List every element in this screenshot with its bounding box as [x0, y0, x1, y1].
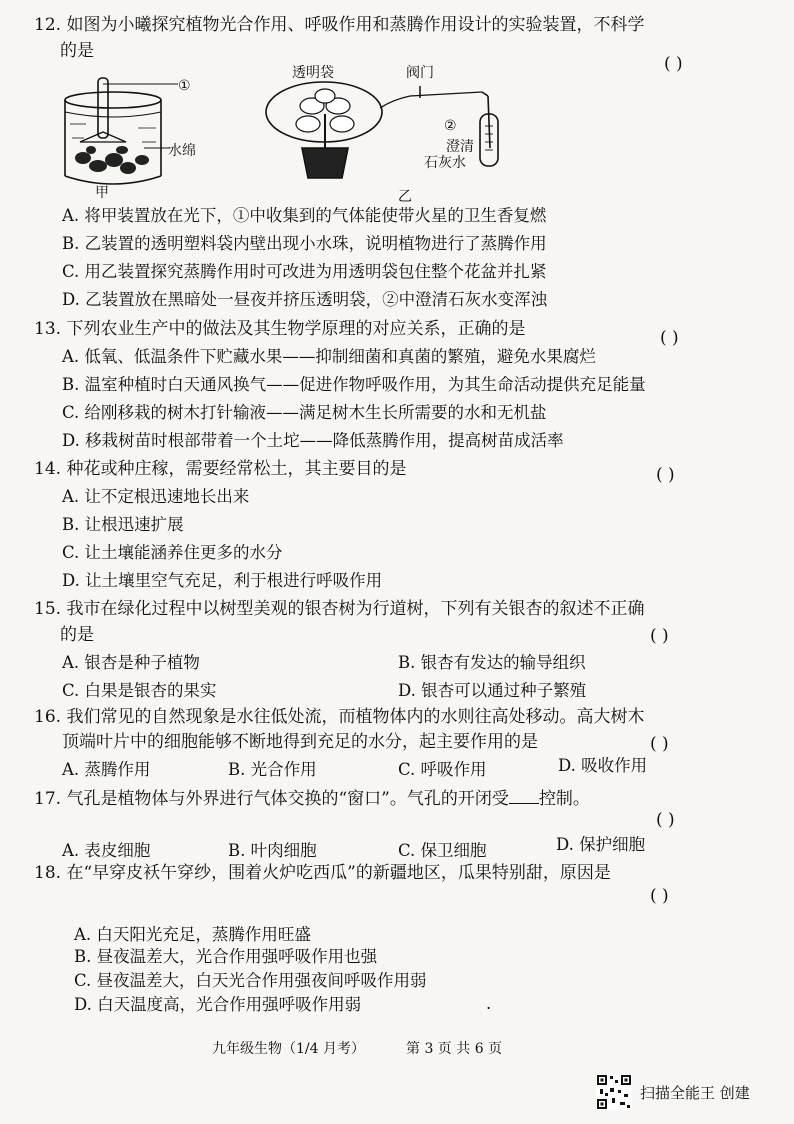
label-circle-1: ① — [178, 78, 191, 94]
label-circle-2: ② — [444, 118, 457, 134]
q18-stem: 18. 在“早穿皮袄午穿纱，围着火炉吃西瓜”的新疆地区，瓜果特别甜，原因是 — [34, 863, 611, 883]
q15-stem-line1: 15. 我市在绿化过程中以树型美观的银杏树为行道树，下列有关银杏的叙述不正确 — [34, 599, 645, 619]
q16-stem-line2: 顶端叶片中的细胞能够不断地得到充足的水分，起主要作用的是 — [62, 732, 538, 752]
q16-stem-line1: 16. 我们常见的自然现象是水往低处流，而植物体内的水则往高处移动。高大树木 — [34, 707, 645, 727]
label-valve: 阀门 — [406, 65, 434, 81]
q15-option-b: B. 银杏有发达的输导组织 — [398, 653, 586, 672]
q12-option-b: B. 乙装置的透明塑料袋内壁出现小水珠，说明植物进行了蒸腾作用 — [62, 234, 547, 253]
q18-answer-paren: ( ) — [650, 886, 669, 906]
q16-option-a: A. 蒸腾作用 — [62, 760, 151, 779]
q15-stem-line2: 的是 — [60, 625, 94, 645]
q17-stem-text-b: 控制。 — [538, 789, 590, 809]
q14-option-c: C. 让土壤能涵养住更多的水分 — [62, 543, 283, 562]
q18-option-c: C. 昼夜温差大，白天光合作用强夜间呼吸作用弱 — [74, 971, 427, 990]
q13-stem: 13. 下列农业生产中的做法及其生物学原理的对应关系，正确的是 — [34, 319, 526, 339]
label-yi: 乙 — [398, 189, 412, 205]
q15-answer-paren: ( ) — [650, 626, 669, 646]
q17-option-b: B. 叶肉细胞 — [228, 841, 317, 860]
apparatus-yi-figure — [262, 78, 512, 188]
label-lime-2: 石灰水 — [424, 155, 466, 171]
q13-option-d: D. 移栽树苗时根部带着一个土坨——降低蒸腾作用，提高树苗成活率 — [62, 431, 564, 450]
q18-option-d: D. 白天温度高，光合作用强呼吸作用弱 — [74, 995, 362, 1014]
scanner-watermark: 扫描全能王 创建 — [640, 1084, 750, 1102]
q12-stem-line1: 12. 如图为小曦探究植物光合作用、呼吸作用和蒸腾作用设计的实验装置，不科学 — [34, 15, 645, 35]
qr-code-icon — [596, 1074, 632, 1110]
q17-stem-text-a: 17. 气孔是植物体与外界进行气体交换的“窗口”。气孔的开闭受 — [34, 789, 509, 809]
footer-course: 九年级生物（1/4 月考） — [212, 1041, 365, 1057]
q16-option-c: C. 呼吸作用 — [398, 760, 487, 779]
beaker-rim — [65, 92, 161, 108]
q14-option-a: A. 让不定根迅速地长出来 — [62, 487, 250, 506]
label-sponge: 水绵 — [168, 143, 196, 159]
q12-option-d: D. 乙装置放在黑暗处一昼夜并挤压透明袋，②中澄清石灰水变浑浊 — [62, 290, 548, 309]
q18-option-a: A. 白天阳光充足，蒸腾作用旺盛 — [74, 925, 311, 944]
flower-pot — [302, 148, 348, 178]
label-bag: 透明袋 — [292, 65, 334, 81]
q16-option-b: B. 光合作用 — [228, 760, 317, 779]
footer-page-number: 第 3 页 共 6 页 — [406, 1041, 503, 1057]
q12-stem-line2: 的是 — [60, 41, 94, 61]
q12-option-a: A. 将甲装置放在光下，①中收集到的气体能使带火星的卫生香复燃 — [62, 206, 547, 225]
q13-answer-paren: ( ) — [660, 328, 679, 348]
q17-blank — [509, 787, 539, 804]
q13-option-a: A. 低氧、低温条件下贮藏水果——抑制细菌和真菌的繁殖，避免水果腐烂 — [62, 347, 596, 366]
label-lime-1: 澄清 — [446, 139, 474, 155]
label-jia: 甲 — [95, 185, 109, 201]
q12-answer-paren: ( ) — [664, 54, 683, 74]
funnel — [80, 132, 126, 142]
q17-answer-paren: ( ) — [656, 810, 675, 830]
q16-answer-paren: ( ) — [650, 734, 669, 754]
q16-option-d: D. 吸收作用 — [558, 756, 648, 775]
q17-stem — [34, 787, 590, 810]
tube — [380, 92, 482, 108]
q15-option-c: C. 白果是银杏的果实 — [62, 681, 217, 700]
q14-option-b: B. 让根迅速扩展 — [62, 515, 184, 534]
q18-stray-dot: · — [486, 999, 492, 1018]
q14-stem: 14. 种花或种庄稼，需要经常松土，其主要目的是 — [34, 459, 407, 479]
q17-option-c: C. 保卫细胞 — [398, 841, 487, 860]
q17-option-d: D. 保护细胞 — [556, 835, 646, 854]
apparatus-jia-figure — [58, 76, 188, 192]
q12-option-c: C. 用乙装置探究蒸腾作用时可改进为用透明袋包住整个花盆并扎紧 — [62, 262, 547, 281]
q15-option-a: A. 银杏是种子植物 — [62, 653, 200, 672]
q17-option-a: A. 表皮细胞 — [62, 841, 151, 860]
q15-option-d: D. 银杏可以通过种子繁殖 — [398, 681, 587, 700]
q13-option-c: C. 给刚移栽的树木打针输液——满足树木生长所需要的水和无机盐 — [62, 403, 547, 422]
q13-option-b: B. 温室种植时白天通风换气——促进作物呼吸作用，为其生命活动提供充足能量 — [62, 375, 646, 394]
q14-answer-paren: ( ) — [656, 465, 675, 485]
q14-option-d: D. 让土壤里空气充足，利于根进行呼吸作用 — [62, 571, 383, 590]
q18-option-b: B. 昼夜温差大，光合作用强呼吸作用也强 — [74, 947, 378, 966]
